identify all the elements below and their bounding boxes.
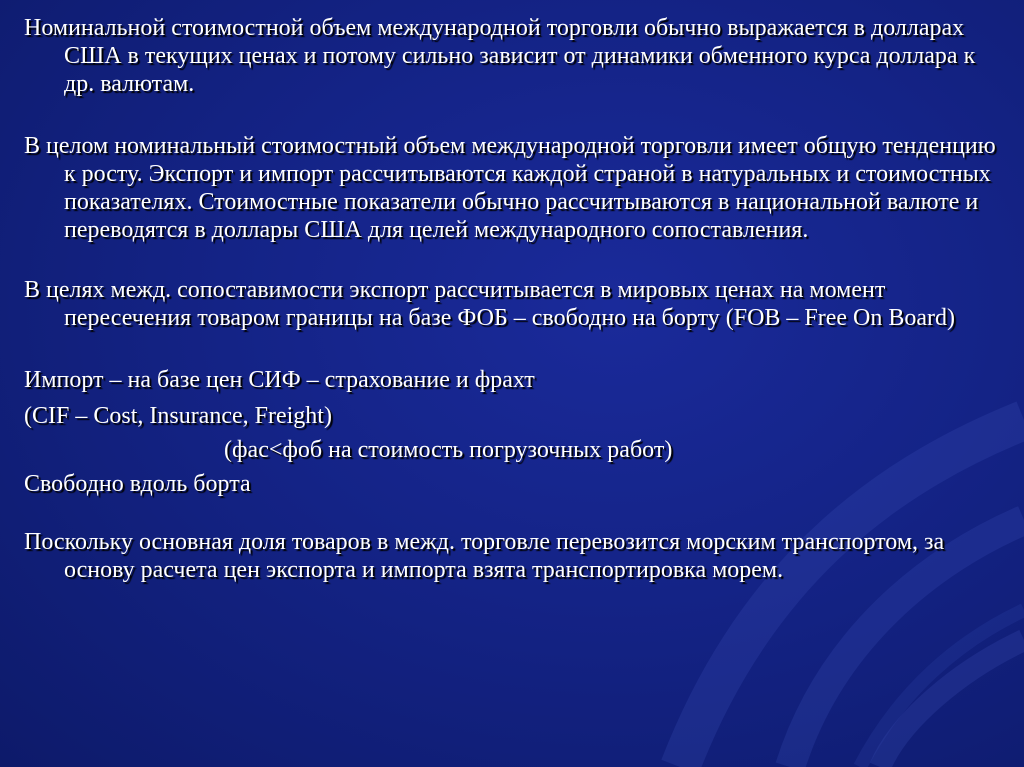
paragraph-sea-transport: Поскольку основная доля товаров в межд. торговле перевозится морским транспортом, за основу расчета цен экспорта и импорта взята транспортировка морем. xyxy=(24,529,945,583)
paragraph-fas-note: (фас<фоб на стоимость погрузочных работ) xyxy=(224,437,673,463)
slide-content xyxy=(24,14,999,584)
paragraph-growth-trend: В целом номинальный стоимостный объем международной торговли имеет общую тенденцию к росту. Экспорт и импорт рассчитываются каждой страной в натуральных и стоимостных показателях. Стоимостные показатели обычно рассчитываются в национальной валюте и переводятся в доллары США для целей международного сопоставления. xyxy=(24,133,996,243)
paragraph-nominal-value: Номинальной стоимостной объем международной торговли обычно выражается в долларах США в текущих ценах и потому сильно зависит от динамики обменного курса доллара к др. валютам. xyxy=(24,15,976,97)
paragraph-fas-term: Свободно вдоль борта xyxy=(24,471,251,497)
paragraph-cif-import: Импорт – на базе цен СИФ – страхование и фрахт xyxy=(24,367,535,393)
paragraph-fob-export: В целях межд. сопоставимости экспорт рассчитывается в мировых ценах на момент пересечения товаром границы на базе ФОБ – свободно на борту (FOB – Free On Board) xyxy=(24,277,956,331)
paragraph-cif-definition: (CIF – Cost, Insurance, Freight) xyxy=(24,403,332,429)
